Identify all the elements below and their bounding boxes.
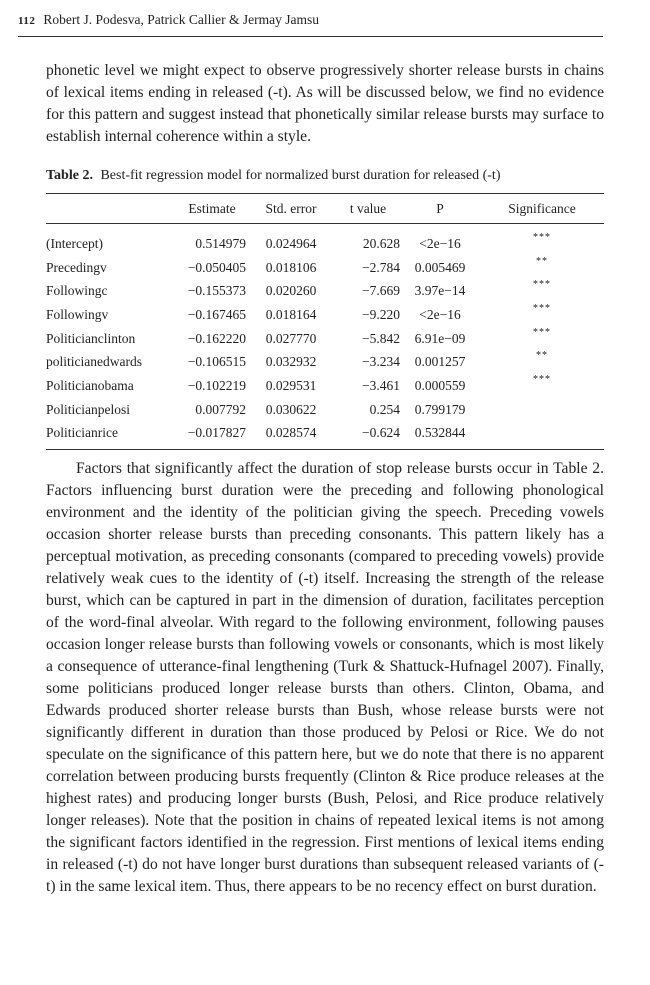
cell-estimate: 0.514979 [195,235,246,251]
cell-std-error: 0.027770 [265,330,317,346]
col-header-term [46,194,178,224]
table-caption [46,166,604,186]
cell-estimate: −0.106515 [187,354,246,370]
cell-p: 0.000559 [414,377,466,393]
table-row [46,256,604,280]
table-caption-text: Best-fit regression model for normalized burst duration for released (-t) [100,168,501,183]
cell-std-error: 0.024964 [265,235,317,251]
cell-significance [480,398,604,422]
table-row [46,279,604,303]
cell-significance: *** [533,326,551,338]
cell-significance: ** [536,255,548,267]
table-row [46,350,604,374]
cell-term: Followingc [46,283,108,299]
author-line: Robert J. Podesva, Patrick Callier & Jermay Jamsu [43,12,319,27]
cell-t-value: −9.220 [362,306,400,322]
cell-t-value: −3.461 [362,377,400,393]
cell-estimate: −0.102219 [187,377,246,393]
cell-significance: *** [533,232,551,243]
table-row [46,374,604,398]
cell-t-value: 20.628 [362,235,400,251]
cell-t-value: −0.624 [362,425,400,441]
cell-term: Politicianpelosi [46,401,130,417]
paragraph-bottom: Factors that significantly affect the duration of stop release bursts occur in Table 2. Factors influencing burst duration were the preceding and following phonological environment and the identity of the politician giving the speech. Preceding vowels occasion shorter release bursts than preceding consonants. This pattern likely has a perceptual motivation, as preceding consonants (compared to preceding vowels) provide relatively weak cues to the identity of (-t) itself. Increasing the strength of the release burst, which can be captured in part in the dimension of duration, facilitates perception of the word-final alveolar. With regard to the following environment, following pauses occasion longer release bursts than following vowels or consonants, which is most likely a consequence of utterance-final lengthening (Turk & Shattuck-Hufnagel 2007). Finally, some politicians produced longer release bursts than others. Clinton, Obama, and Edwards produced shorter release bursts than Bush, whose release bursts were not significantly different in duration than those produced by Pelosi or Rice. We do not speculate on the significance of this pattern here, but we do note that there is no apparent correlation between producing bursts frequently (Clinton & Rice produce releases at the highest rates) and producing longer bursts (Bush, Pelosi, and Rice produce relatively longer releases). Note that the position in chains of repeated lexical items is not among the significant factors identified in the regression. First mentions of lexical items ending in released (-t) do not have longer burst durations than subsequent released variants of (-t) in the same lexical item. Thus, there appears to be no recency effect on burst duration. [46,460,604,895]
col-header-std-error: Std. error [265,200,317,216]
cell-t-value: −3.234 [362,354,400,370]
cell-estimate: −0.167465 [187,306,246,322]
cell-std-error: 0.028574 [265,425,317,441]
cell-std-error: 0.032932 [265,354,317,370]
col-header-t-value: t value [349,200,387,216]
cell-t-value: −7.669 [362,283,400,299]
cell-p: 3.97e−14 [414,283,466,299]
cell-std-error: 0.018106 [265,259,317,275]
cell-estimate: −0.017827 [187,425,246,441]
cell-term: (Intercept) [46,235,103,251]
cell-p: 0.001257 [414,354,466,370]
cell-std-error: 0.018164 [265,306,317,322]
cell-t-value: −5.842 [362,330,400,346]
cell-term: politicianedwards [46,354,142,370]
cell-p: <2e−16 [419,306,461,322]
col-header-estimate: Estimate [188,200,236,216]
cell-term: Politicianrice [46,425,118,441]
cell-significance: *** [533,303,551,315]
cell-significance [480,422,604,450]
cell-p: <2e−16 [419,235,461,251]
cell-term: Politicianclinton [46,330,136,346]
cell-estimate: −0.050405 [187,259,246,275]
cell-estimate: 0.007792 [195,401,246,417]
cell-significance: ** [536,350,548,362]
cell-p: 0.532844 [414,425,466,441]
col-header-significance: Significance [508,200,576,216]
running-header [18,10,603,37]
cell-estimate: −0.162220 [187,330,246,346]
table-row [46,303,604,327]
table-row [46,224,604,256]
cell-term: Politicianobama [46,377,134,393]
table-row [46,398,604,422]
cell-estimate: −0.155373 [187,283,246,299]
regression-table [46,193,604,450]
table-caption-label: Table 2. [46,168,93,183]
cell-p: 0.005469 [414,259,466,275]
cell-p: 0.799179 [414,401,466,417]
cell-significance: *** [533,279,551,291]
cell-significance: *** [533,374,551,386]
cell-t-value: 0.254 [369,401,400,417]
cell-std-error: 0.029531 [265,377,317,393]
paragraph-top: phonetic level we might expect to observe progressively shorter release bursts in chains of lexical items ending in released (-t). As will be discussed below, we find no evidence for this pattern and suggest instead that phonetically similar release bursts may surface to establish internal coherence within a style. [46,62,604,145]
table-header-row [46,194,604,224]
cell-term: Followingv [46,306,109,322]
cell-std-error: 0.030622 [265,401,317,417]
cell-p: 6.91e−09 [414,330,466,346]
col-header-p: P [436,200,444,216]
table-row [46,327,604,351]
cell-term: Precedingv [46,259,107,275]
page-number: 112 [18,15,36,27]
table-row [46,422,604,450]
cell-t-value: −2.784 [362,259,400,275]
cell-std-error: 0.020260 [265,283,317,299]
